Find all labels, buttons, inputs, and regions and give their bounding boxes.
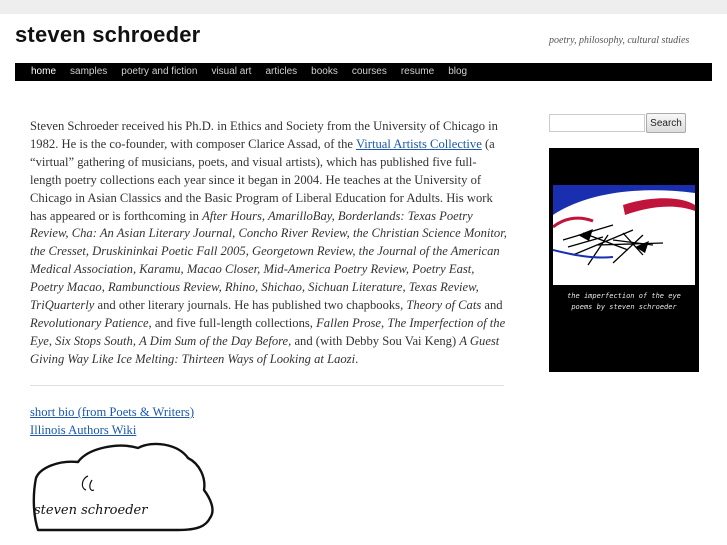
bio-paragraph [30,118,508,369]
collection-title: Six Stops South [55,333,133,348]
nav-home[interactable]: home [31,66,57,77]
virtual-artists-collective-link[interactable]: Virtual Artists Collective [355,136,482,151]
illinois-authors-wiki-link[interactable]: Illinois Authors Wiki [30,423,137,437]
bio-text: and [481,298,503,313]
collection-title: A Guest Giving Way Like Ice Melting: Thirteen Ways of Looking at Laozi [30,333,500,366]
main-nav [15,63,712,81]
book-title: the imperfection of the eye [567,292,681,300]
search-button[interactable]: Search [646,113,686,133]
content-divider [30,385,504,386]
site-title[interactable]: steven schroeder [15,22,201,47]
chapbook-title: Theory of Cats [406,298,482,313]
bio-text: (a “virtual” gathering of musicians, poets, and visual artists), which has published five full-length poetry collections each year since it began in 2004. He teaches at the University of Chicago in Asian Classics and the Basic Program of Liberal Education for Adults. His work has appeared or is forthcoming in [30,136,495,223]
nav-articles[interactable]: articles [265,66,298,77]
nav-samples[interactable]: samples [70,66,108,77]
nav-books[interactable]: books [311,66,338,77]
book-cover-image[interactable] [549,148,699,372]
book-author: poems by steven schroeder [571,303,677,311]
signature-text: steven schroeder [34,503,148,518]
signature-scribble [82,476,94,490]
collection-title: The Imperfection of the Eye [30,315,506,348]
nav-visual-art[interactable]: visual art [211,66,252,77]
bio-section [30,118,508,369]
bio-text: , [132,333,140,348]
bio-text: and other literary journals. He has published two chapbooks, [94,298,407,313]
bio-text: Steven Schroeder received his Ph.D. in Ethics and Society from the University of Chicago in 1982. He is the co-founder, with composer Clarice Assad, of the [30,119,498,151]
search-input[interactable] [549,114,645,132]
collection-title: Fallen Prose [316,315,382,330]
bio-text: , and (with Debby Sou Vai Keng) [288,333,460,348]
external-links [30,403,194,439]
top-strip [0,0,727,14]
nav-courses[interactable]: courses [351,66,387,77]
collection-title: A Dim Sum of the Day Before [139,333,289,348]
signature-image [28,438,218,533]
site-tagline: poetry, philosophy, cultural studies [549,35,690,46]
bio-text: , [48,333,56,348]
journal-list: After Hours, AmarilloBay, Borderlands: Texas Poetry Review, Cha: An Asian Literary Journal, Concho River Review, the Christian Science Monitor, the Cresset, Druskininkai Poetic Fall 2005, Georgetown Review, the Journal of the American Medical Association, Karamu, Macao Closer, Mid-America Poetry Review, Poetry East, Poetry Macao, Rambunctious Review, Rhino, Shichao, Sichuan Literature, Texas Review, TriQuarterly [30,208,507,313]
chapbook-title: Revolutionary Patience [30,315,149,330]
nav-resume[interactable]: resume [400,66,435,77]
nav-poetry-and-fiction[interactable]: poetry and fiction [121,66,198,77]
book-cover-artwork [553,185,695,285]
bio-text: , [381,315,388,330]
short-bio-link[interactable]: short bio (from Poets & Writers) [30,405,195,419]
bio-text: . [355,351,359,366]
nav-blog[interactable]: blog [448,66,468,77]
bio-text: , and five full-length collections, [148,315,317,330]
